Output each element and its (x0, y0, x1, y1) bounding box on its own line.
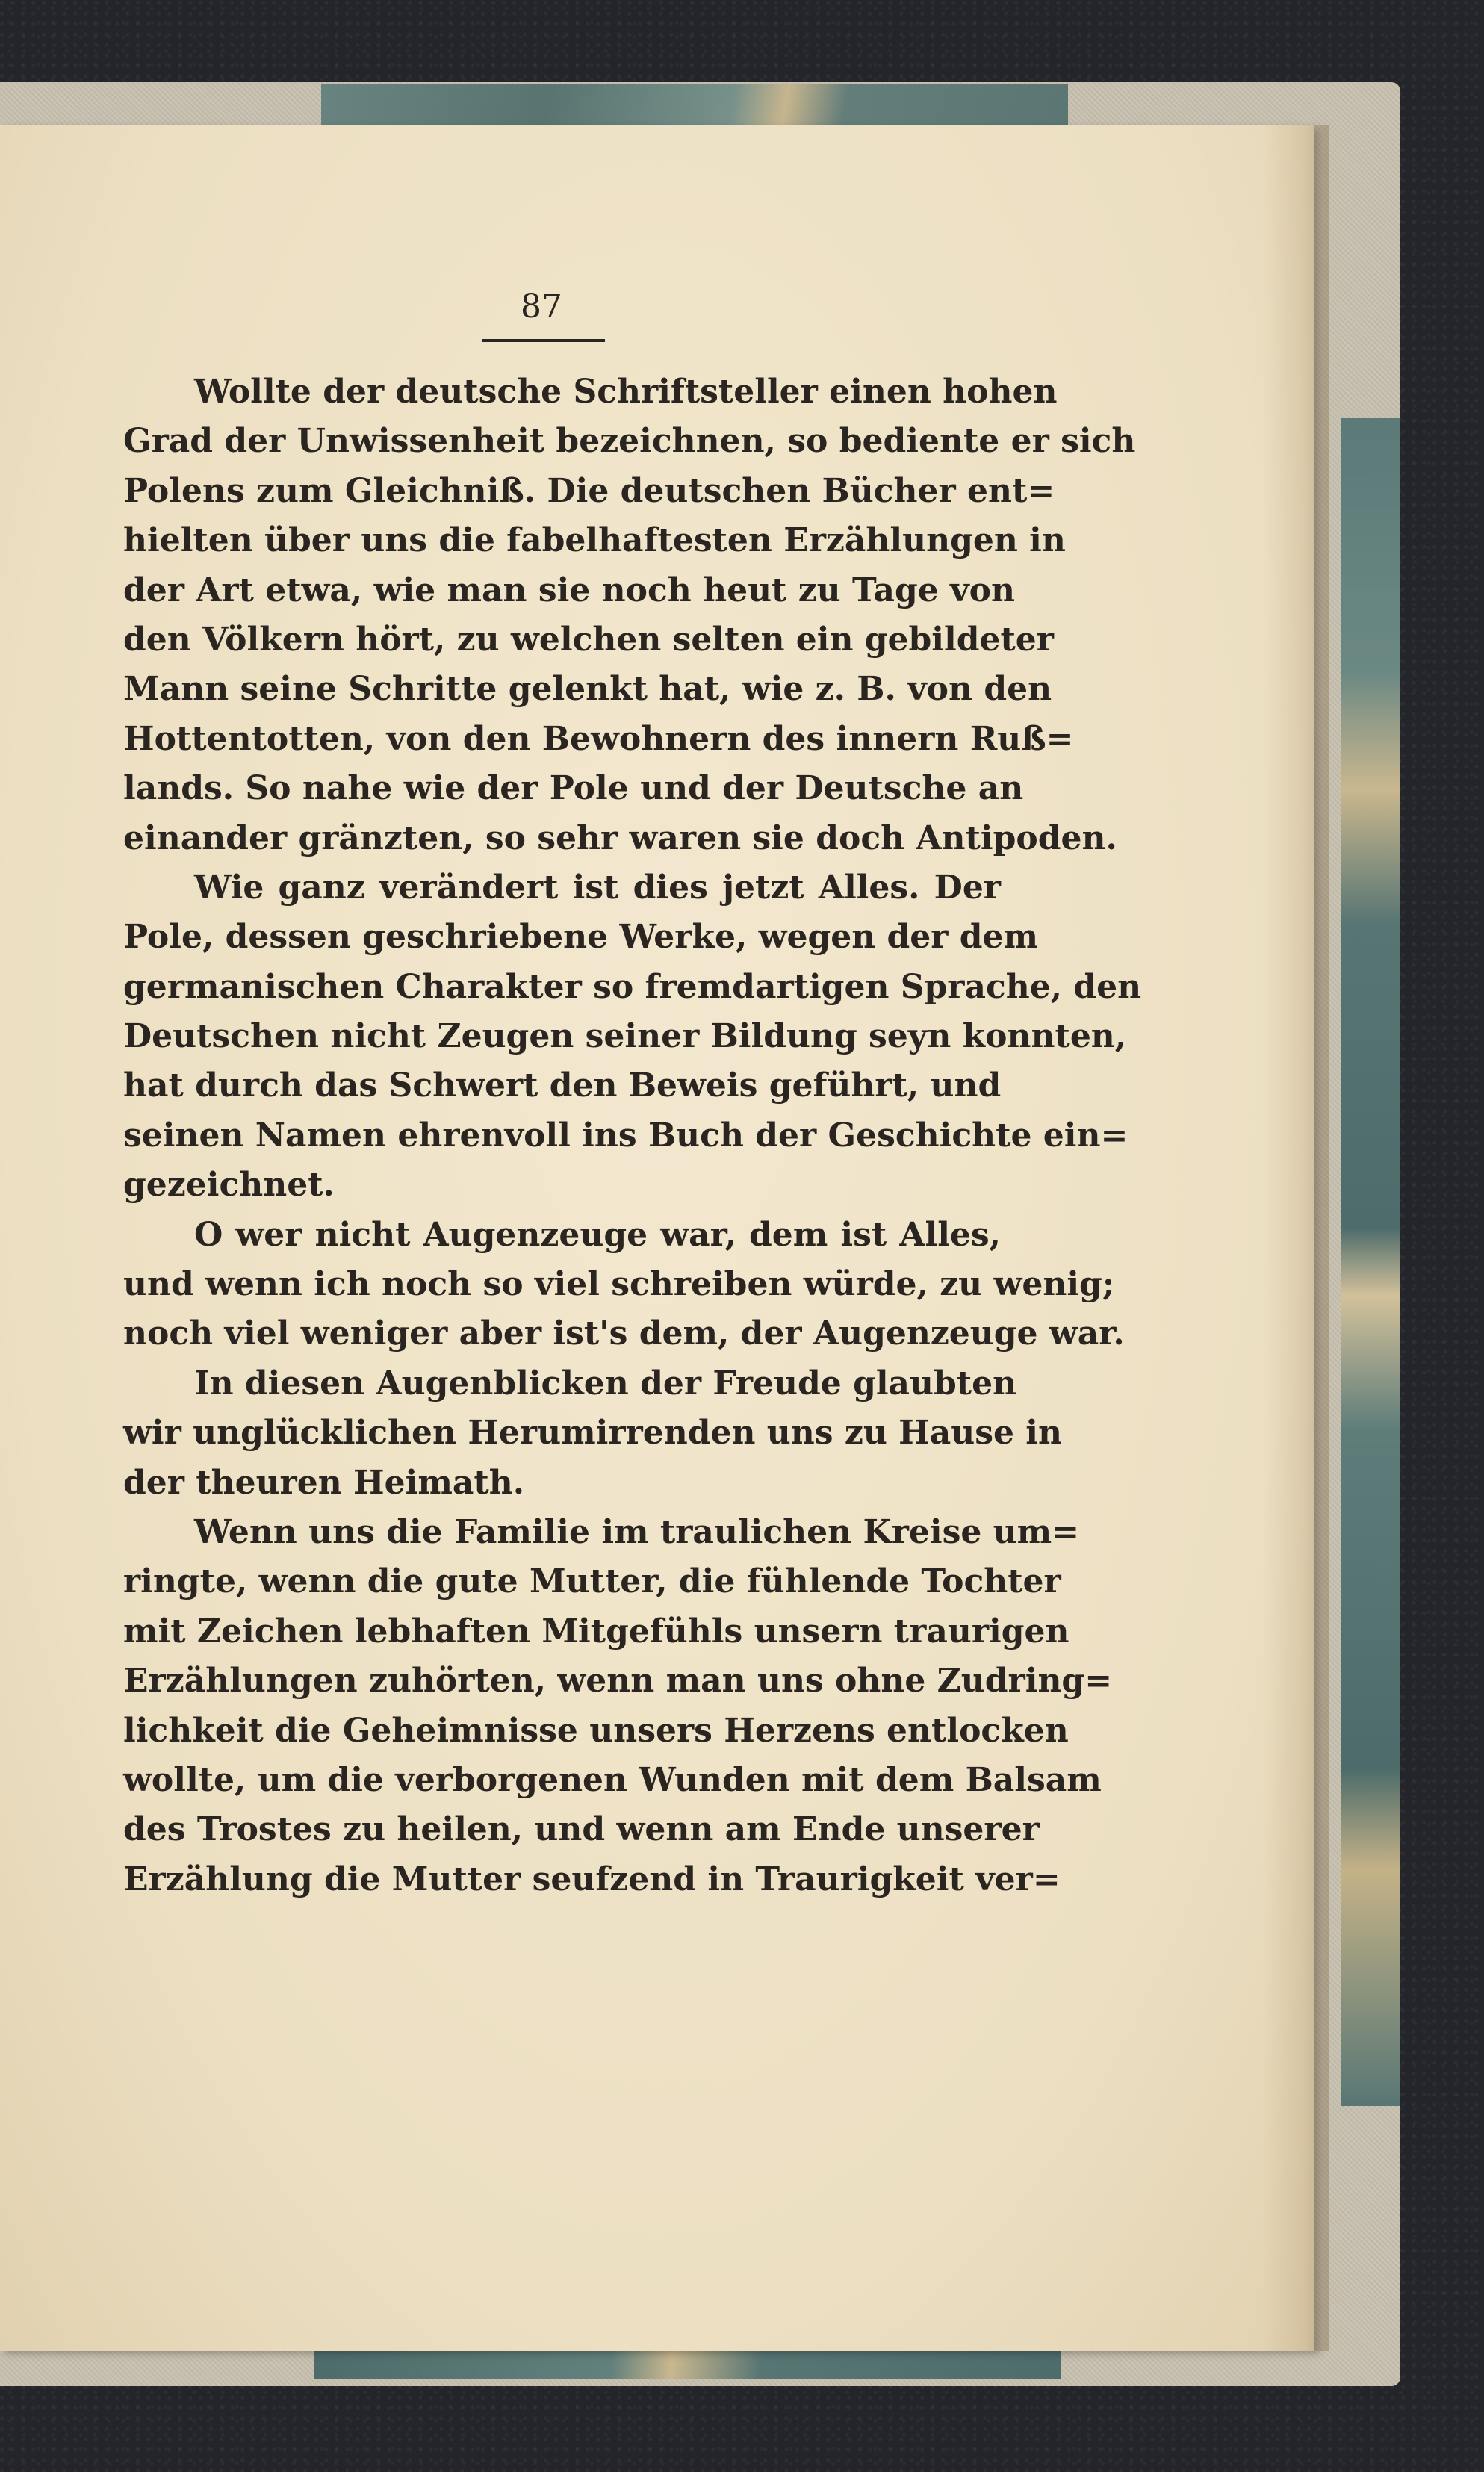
text-line: Pole, dessen geschriebene Werke, wegen der dem (123, 918, 1039, 957)
text-line: hat durch das Schwert den Beweis geführt, und (123, 1066, 1002, 1105)
text-line: Wenn uns die Familie im traulichen Kreise um= (194, 1512, 1080, 1551)
text-line: O wer nicht Augenzeuge war, dem ist Alles, (194, 1215, 1001, 1254)
text-line: der Art etwa, wie man sie noch heut zu Tage von (123, 571, 1016, 609)
page-number-rule (482, 339, 605, 342)
text-line: mit Zeichen lebhaften Mitgefühls unsern traurigen (123, 1612, 1069, 1650)
page-number: 87 (521, 288, 562, 326)
text-line: gezeichnet. (123, 1166, 335, 1205)
text-line: Deutschen nicht Zeugen seiner Bildung seyn konnten, (123, 1017, 1127, 1056)
marbled-cover-right (1341, 418, 1400, 2106)
text-line: Erzählung die Mutter seufzend in Traurigkeit ver= (123, 1860, 1061, 1898)
text-line: Hottentotten, von den Bewohnern des innern Ruß= (123, 719, 1074, 758)
text-line: noch viel weniger aber ist's dem, der Augenzeuge war. (123, 1314, 1125, 1353)
text-line: lands. So nahe wie der Pole und der Deutsche an (123, 769, 1024, 808)
text-line: lichkeit die Geheimnisse unsers Herzens entlocken (123, 1711, 1069, 1750)
text-line: des Trostes zu heilen, und wenn am Ende unserer (123, 1810, 1040, 1849)
text-line: Wollte der deutsche Schriftsteller einen hohen (194, 373, 1058, 411)
text-line: Grad der Unwissenheit bezeichnen, so bediente er sich (123, 422, 1136, 461)
text-line: einander gränzten, so sehr waren sie doch Antipoden. (123, 819, 1117, 857)
text-line: wir unglücklichen Herumirrenden uns zu Hause in (123, 1414, 1062, 1453)
text-line: In diesen Augenblicken der Freude glaubten (194, 1364, 1017, 1403)
text-line: wollte, um die verborgenen Wunden mit dem Balsam (123, 1760, 1102, 1799)
marbled-cover-top (321, 84, 1068, 128)
text-line: hielten über uns die fabelhaftesten Erzählungen in (123, 521, 1066, 560)
text-line: der theuren Heimath. (123, 1463, 525, 1502)
text-line: Erzählungen zuhörten, wenn man uns ohne Zudring= (123, 1662, 1113, 1701)
text-line: den Völkern hört, zu welchen selten ein gebildeter (123, 620, 1054, 659)
text-line: und wenn ich noch so viel schreiben würde, zu wenig; (123, 1265, 1115, 1304)
text-line: seinen Namen ehrenvoll ins Buch der Geschichte ein= (123, 1116, 1128, 1155)
page-edge-shadow (1262, 125, 1329, 2351)
text-line: Wie ganz verändert ist dies jetzt Alles. Der (194, 868, 1001, 907)
text-line: germanischen Charakter so fremdartigen Sprache, den (123, 967, 1142, 1006)
body-text (123, 367, 1142, 1904)
text-line: Polens zum Gleichniß. Die deutschen Bücher ent= (123, 471, 1055, 510)
text-line: ringte, wenn die gute Mutter, die fühlende Tochter (123, 1562, 1061, 1601)
text-line: Mann seine Schritte gelenkt hat, wie z. B. von den (123, 670, 1052, 709)
